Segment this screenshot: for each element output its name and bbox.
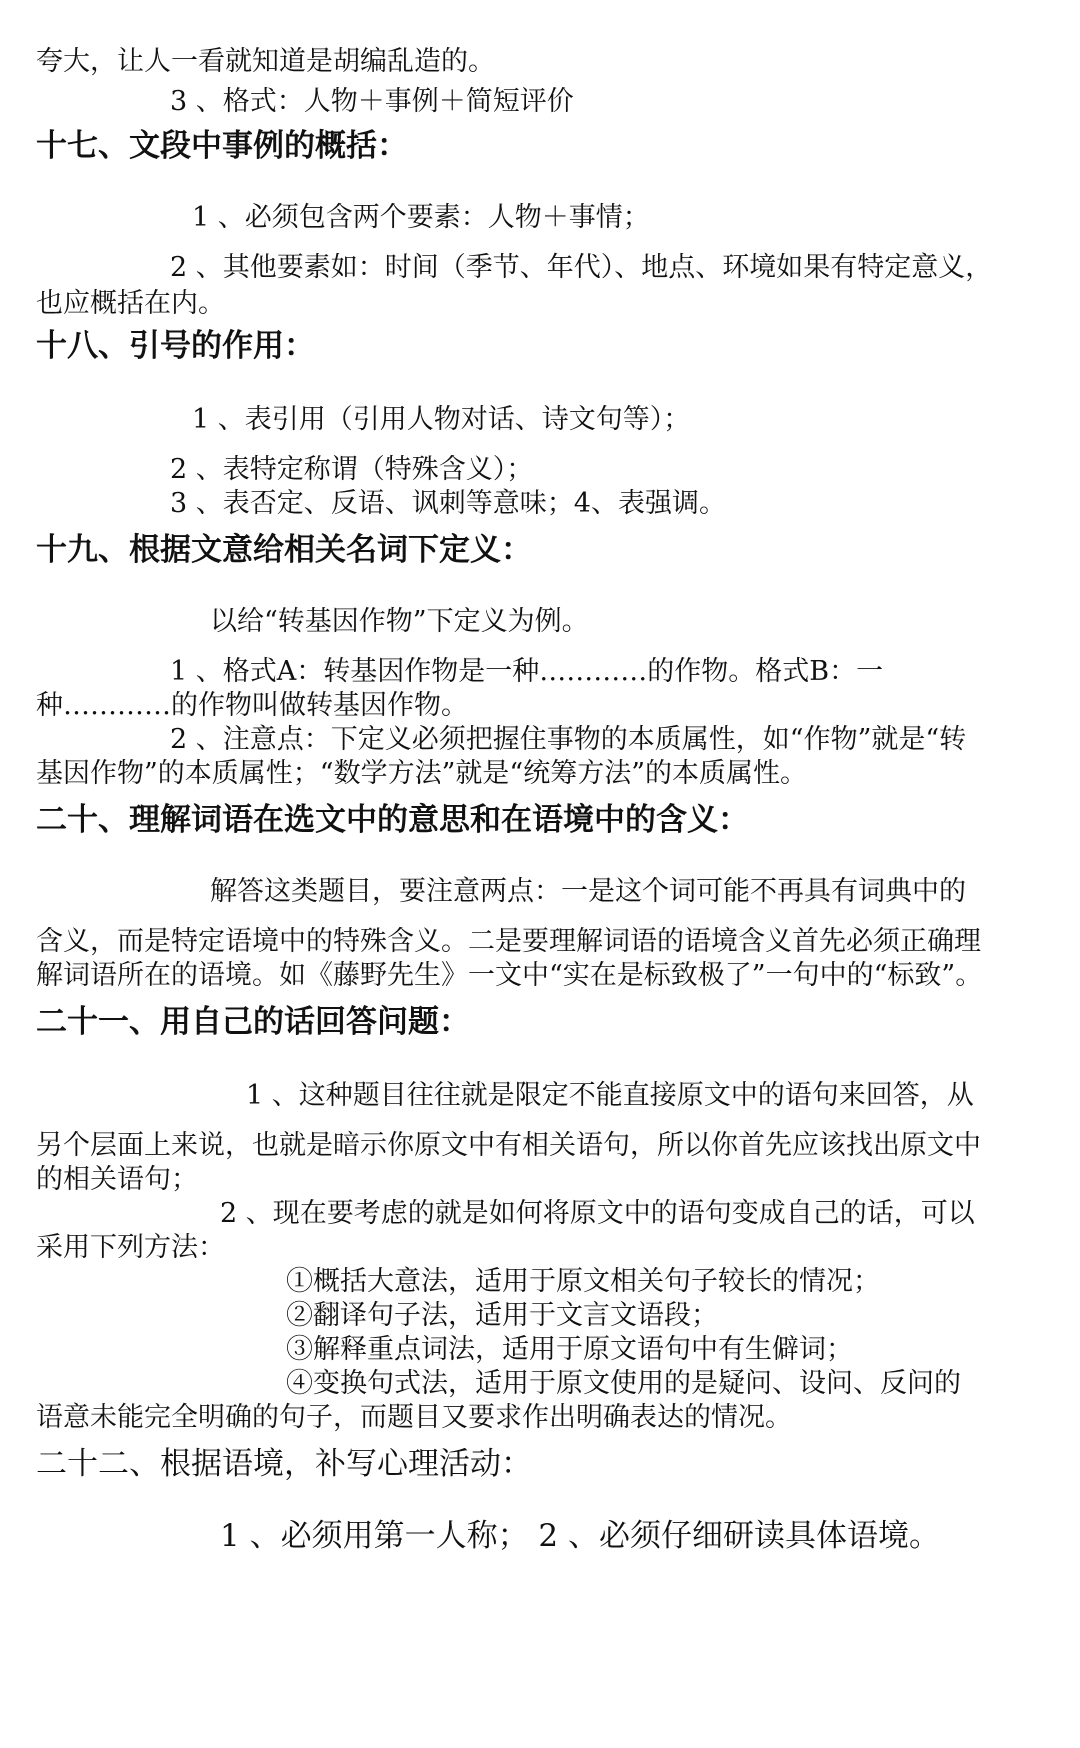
section-heading-19: 十九、根据文意给相关名词下定义： (36, 532, 532, 568)
method-item: ③解释重点词法，适用于原文语句中有生僻词； (286, 1334, 853, 1365)
section-heading-20: 二十、理解词语在选文中的意思和在语境中的含义： (36, 802, 749, 838)
method-item: ①概括大意法，适用于原文相关句子较长的情况； (286, 1266, 880, 1297)
text-line: 种…………的作物叫做转基因作物。 (36, 690, 468, 721)
text-line: 另个层面上来说，也就是暗示你原文中有相关语句，所以你首先应该找出原文中 (36, 1130, 981, 1161)
text-line: 夸大，让人一看就知道是胡编乱造的。 (36, 46, 495, 77)
text-line: 采用下列方法： (36, 1232, 225, 1263)
text-line: 1 、必须用第一人称； 2 、必须仔细研读具体语境。 (220, 1518, 941, 1554)
text-line: 解词语所在的语境。如《藤野先生》一文中“实在是标致极了”一句中的“标致”。 (36, 960, 983, 991)
text-line: 1 、格式A：转基因作物是一种…………的作物。格式B：一 (170, 656, 884, 687)
text-line: 2 、其他要素如：时间（季节、年代）、地点、环境如果有特定意义， (170, 252, 993, 283)
section-heading-17: 十七、文段中事例的概括： (36, 128, 408, 164)
text-line: 以给“转基因作物”下定义为例。 (210, 606, 589, 637)
text-line: 3 、格式：人物＋事例＋简短评价 (170, 86, 574, 117)
text-line: 的相关语句； (36, 1164, 198, 1195)
text-line: 也应概括在内。 (36, 288, 225, 319)
text-line: 3 、表否定、反语、讽刺等意味；4、表强调。 (170, 488, 726, 519)
method-item: ④变换句式法，适用于原文使用的是疑问、设问、反问的 (286, 1368, 961, 1399)
method-item: ②翻译句子法，适用于文言文语段； (286, 1300, 718, 1331)
text-line: 基因作物”的本质属性；“数学方法”就是“统筹方法”的本质属性。 (36, 758, 808, 789)
text-line: 含义，而是特定语境中的特殊含义。二是要理解词语的语境含义首先必须正确理 (36, 926, 981, 957)
text-line: 2 、现在要考虑的就是如何将原文中的语句变成自己的话，可以 (220, 1198, 975, 1229)
text-line: 1 、这种题目往往就是限定不能直接原文中的语句来回答，从 (246, 1080, 974, 1111)
text-line: 解答这类题目，要注意两点：一是这个词可能不再具有词典中的 (210, 876, 966, 907)
section-heading-22: 二十二、根据语境，补写心理活动： (36, 1446, 532, 1482)
text-line: 2 、表特定称谓（特殊含义）； (170, 454, 534, 485)
text-line: 语意未能完全明确的句子，而题目又要求作出明确表达的情况。 (36, 1402, 792, 1433)
text-line: 1 、必须包含两个要素：人物＋事情； (192, 202, 650, 233)
section-heading-18: 十八、引号的作用： (36, 328, 315, 364)
text-line: 1 、表引用（引用人物对话、诗文句等）； (192, 404, 691, 435)
section-heading-21: 二十一、用自己的话回答问题： (36, 1004, 470, 1040)
text-line: 2 、注意点：下定义必须把握住事物的本质属性，如“作物”就是“转 (170, 724, 967, 755)
